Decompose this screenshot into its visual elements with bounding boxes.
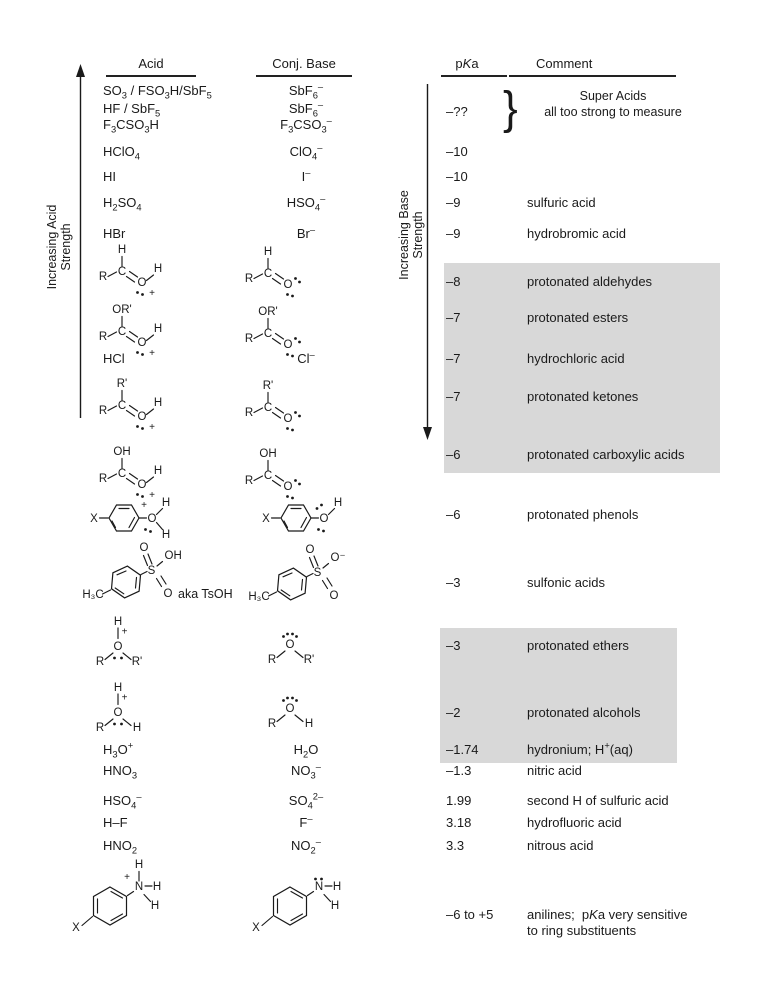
svg-text:H₃C: H₃C: [82, 589, 104, 601]
svg-text:O: O: [319, 513, 329, 525]
svg-text:O: O: [137, 479, 147, 491]
svg-text:H: H: [153, 263, 163, 275]
svg-text:+: +: [149, 348, 155, 359]
acid-strength-axis-label: [45, 167, 75, 327]
svg-text:+: +: [149, 490, 155, 501]
svg-text:O: O: [283, 413, 293, 425]
structure-aniline: [248, 854, 363, 939]
pka-header-underline: [441, 75, 507, 77]
svg-text:O: O: [113, 707, 123, 719]
comment-header-underline: [509, 75, 676, 77]
shaded-region-strong-protonated: [444, 263, 720, 473]
svg-text:R: R: [95, 656, 105, 668]
svg-text:R: R: [244, 407, 254, 419]
svg-text:R: R: [98, 271, 108, 283]
comment-text: protonated ketones: [527, 389, 639, 404]
comment-text: sulfonic acids: [527, 575, 606, 590]
svg-text:O: O: [329, 590, 339, 602]
svg-text:H: H: [132, 722, 142, 734]
structure-ester: [240, 304, 318, 362]
acid-formula: HI: [103, 169, 116, 184]
svg-text:H: H: [333, 497, 343, 509]
pka-value: –1.74: [446, 742, 479, 757]
pka-value: –6: [446, 447, 461, 462]
svg-text:H: H: [117, 244, 127, 256]
pka-value: –10: [446, 144, 468, 159]
svg-text:R: R: [244, 273, 254, 285]
acid-formula: HBr: [103, 226, 126, 241]
svg-text:O: O: [137, 277, 147, 289]
structure-protonated-ketone: [94, 376, 172, 434]
acid-formula: $F_3CSO_3H$: [103, 117, 159, 135]
structure-protonated-ester: [94, 302, 172, 360]
structure-ether: [264, 624, 324, 670]
svg-text:S: S: [313, 567, 322, 579]
pka-value: –7: [446, 389, 461, 404]
svg-text:N: N: [314, 881, 324, 893]
svg-text:C: C: [117, 266, 127, 278]
svg-text:R': R': [303, 654, 315, 666]
comment-text: nitric acid: [527, 763, 582, 778]
acid-formula: H–F: [103, 815, 128, 830]
svg-text:O: O: [283, 279, 293, 291]
svg-text:O: O: [147, 513, 157, 525]
column-header-acid: Acid: [138, 56, 164, 71]
svg-text:OR': OR': [112, 304, 132, 316]
svg-text:R: R: [98, 405, 108, 417]
svg-text:X: X: [90, 513, 98, 525]
svg-text:H: H: [113, 682, 123, 694]
svg-text:H: H: [134, 859, 144, 871]
acid-strength-label-line1: Increasing Acid: [45, 204, 59, 290]
svg-text:H: H: [161, 529, 171, 541]
svg-text:OH: OH: [164, 550, 182, 562]
svg-text:+: +: [149, 288, 155, 299]
svg-text:H: H: [263, 246, 273, 258]
comment-text: protonated alcohols: [527, 705, 641, 720]
svg-text:H: H: [330, 900, 340, 912]
column-header-conj-base: Conj. Base: [272, 56, 336, 71]
super-acids-brace: }: [503, 82, 518, 135]
svg-text:H: H: [161, 497, 171, 509]
super-acids-line2: all too strong to measure: [544, 104, 682, 119]
svg-text:H: H: [153, 397, 163, 409]
pka-value: –9: [446, 226, 461, 241]
structure-protonated-phenol: [88, 488, 183, 546]
svg-text:O: O: [285, 703, 295, 715]
svg-text:O: O: [137, 337, 147, 349]
pka-value: –10: [446, 169, 468, 184]
acid-header-underline: [106, 75, 196, 77]
acid-formula: $H_2SO_4$: [103, 195, 142, 213]
acid-strength-label-line2: Strength: [59, 223, 73, 271]
acid-formula: HCl: [103, 351, 125, 366]
conj-base-formula: I–: [301, 167, 311, 184]
svg-text:C: C: [263, 328, 273, 340]
comment-text: hydrobromic acid: [527, 226, 626, 241]
svg-text:H: H: [150, 900, 160, 912]
svg-text:O: O: [137, 411, 147, 423]
svg-text:OR': OR': [258, 306, 278, 318]
structure-anilinium: [68, 854, 183, 939]
svg-text:N: N: [134, 881, 144, 893]
svg-text:+: +: [149, 422, 155, 433]
conj-base-header-underline: [256, 75, 352, 77]
structure-protonated-alcohol: [92, 678, 152, 734]
pka-value: –8: [446, 274, 461, 289]
comment-text: protonated phenols: [527, 507, 639, 522]
svg-text:R: R: [95, 722, 105, 734]
svg-text:H: H: [332, 881, 342, 893]
svg-text:H: H: [153, 465, 163, 477]
acid-formula: $HNO_2$: [103, 838, 138, 856]
pka-value: –3: [446, 575, 461, 590]
svg-text:C: C: [263, 268, 273, 280]
base-strength-label-line1: Increasing Base: [397, 190, 411, 280]
pka-value: 3.3: [446, 838, 465, 853]
svg-text:H: H: [113, 616, 123, 628]
svg-text:+: +: [121, 626, 128, 638]
svg-text:+: +: [141, 500, 147, 511]
comment-text: protonated ethers: [527, 638, 629, 653]
pka-value: 1.99: [446, 793, 472, 808]
pka-value: –7: [446, 310, 461, 325]
svg-text:O: O: [283, 481, 293, 493]
svg-text:O: O: [283, 339, 293, 351]
svg-text:H: H: [153, 323, 163, 335]
svg-text:H: H: [304, 718, 314, 730]
svg-text:+: +: [124, 872, 130, 883]
acid-formula: $HNO_3$: [103, 763, 138, 781]
svg-text:S: S: [147, 565, 156, 577]
base-strength-axis-label: [397, 155, 427, 315]
comment-text: hydrofluoric acid: [527, 815, 622, 830]
svg-text:O: O: [285, 639, 295, 651]
acid-formula: $HSO_4^-$: [103, 791, 142, 811]
svg-text:R: R: [98, 473, 108, 485]
svg-text:H: H: [152, 881, 162, 893]
svg-text:O⁻: O⁻: [330, 552, 346, 564]
comment-text: sulfuric acid: [527, 195, 596, 210]
svg-text:X: X: [252, 922, 260, 934]
structure-tosic-acid: [80, 540, 242, 608]
svg-text:R: R: [267, 654, 277, 666]
conj-base-formula: F–: [299, 813, 313, 830]
structure-protonated-aldehyde: [94, 242, 172, 300]
conj-base-formula: $NO_3^-$: [291, 761, 321, 781]
acid-formula: $H_3O^+$: [103, 740, 134, 760]
svg-text:R: R: [267, 718, 277, 730]
svg-text:C: C: [117, 468, 127, 480]
comment-text: protonated aldehydes: [527, 274, 653, 289]
conj-base-formula: SbF$_6$–: [288, 99, 324, 119]
svg-text:OH: OH: [113, 446, 131, 458]
pka-value: –2: [446, 705, 461, 720]
svg-text:R': R': [131, 656, 143, 668]
conj-base-formula: $NO_2^-$: [291, 836, 321, 856]
conj-base-formula: SbF$_6$–: [288, 81, 324, 101]
base-strength-label-line2: Strength: [411, 211, 425, 259]
svg-text:R': R': [262, 380, 274, 392]
svg-text:X: X: [72, 922, 80, 934]
conj-base-formula: $HSO_4^-$: [286, 193, 326, 213]
svg-text:X: X: [262, 513, 270, 525]
acid-strength-arrow-icon: [73, 64, 88, 418]
svg-text:O: O: [113, 641, 123, 653]
comment-text-line2: to ring substituents: [527, 923, 637, 938]
acid-formula: $SO_3 / FSO_3H/SbF_5$: [103, 83, 212, 101]
conj-base-formula: $SO_4^{2-}$: [288, 791, 324, 811]
svg-text:R: R: [244, 475, 254, 487]
comment-text: hydrochloric acid: [527, 351, 625, 366]
pka-value: –1.3: [446, 763, 472, 778]
structure-phenol: [260, 488, 355, 546]
structure-ketone: [240, 378, 318, 436]
svg-text:+: +: [121, 692, 128, 704]
svg-text:R: R: [98, 331, 108, 343]
column-header-comment: Comment: [536, 56, 593, 71]
comment-text: nitrous acid: [527, 838, 594, 853]
structure-tosylate: [246, 542, 361, 610]
comment-text: protonated esters: [527, 310, 629, 325]
pka-value: –7: [446, 351, 461, 366]
svg-text:R: R: [244, 333, 254, 345]
svg-text:R': R': [116, 378, 128, 390]
conj-base-formula: $F_3CSO_3^-$: [280, 115, 332, 135]
svg-text:OH: OH: [259, 448, 277, 460]
svg-text:O: O: [139, 542, 149, 554]
comment-text: hydronium; H+(aq): [527, 740, 633, 757]
conj-base-formula: ClO$_4$–: [289, 142, 323, 162]
acid-formula: HClO$_4$: [103, 144, 140, 162]
comment-text: second H of sulfuric acid: [527, 793, 669, 808]
svg-text:C: C: [263, 470, 273, 482]
super-acids-pka: –??: [446, 104, 468, 119]
svg-text:O: O: [305, 544, 315, 556]
svg-text:aka TsOH: aka TsOH: [178, 587, 233, 601]
super-acids-line1: Super Acids: [579, 89, 647, 103]
column-header-pka: pKa: [455, 56, 479, 71]
pka-value: –6 to +5: [446, 907, 494, 922]
structure-alcohol: [264, 688, 324, 734]
structure-protonated-ether: [92, 612, 152, 668]
svg-text:C: C: [117, 326, 127, 338]
svg-text:C: C: [263, 402, 273, 414]
pka-value: –3: [446, 638, 461, 653]
acid-formula: HF / SbF$_5$: [103, 101, 161, 119]
super-acids-comment: [524, 89, 702, 120]
svg-text:H₃C: H₃C: [248, 591, 270, 603]
conj-base-formula: $H_2O$: [293, 742, 319, 760]
svg-text:C: C: [117, 400, 127, 412]
comment-text: anilines; pKa very sensitive: [527, 907, 688, 922]
comment-text: protonated carboxylic acids: [527, 447, 685, 462]
pka-value: 3.18: [446, 815, 472, 830]
svg-text:O: O: [163, 588, 173, 600]
pka-value: –9: [446, 195, 461, 210]
conj-base-formula: Br–: [296, 224, 316, 241]
conj-base-formula: Cl–: [297, 349, 315, 366]
structure-aldehyde: [240, 244, 318, 302]
pka-value: –6: [446, 507, 461, 522]
